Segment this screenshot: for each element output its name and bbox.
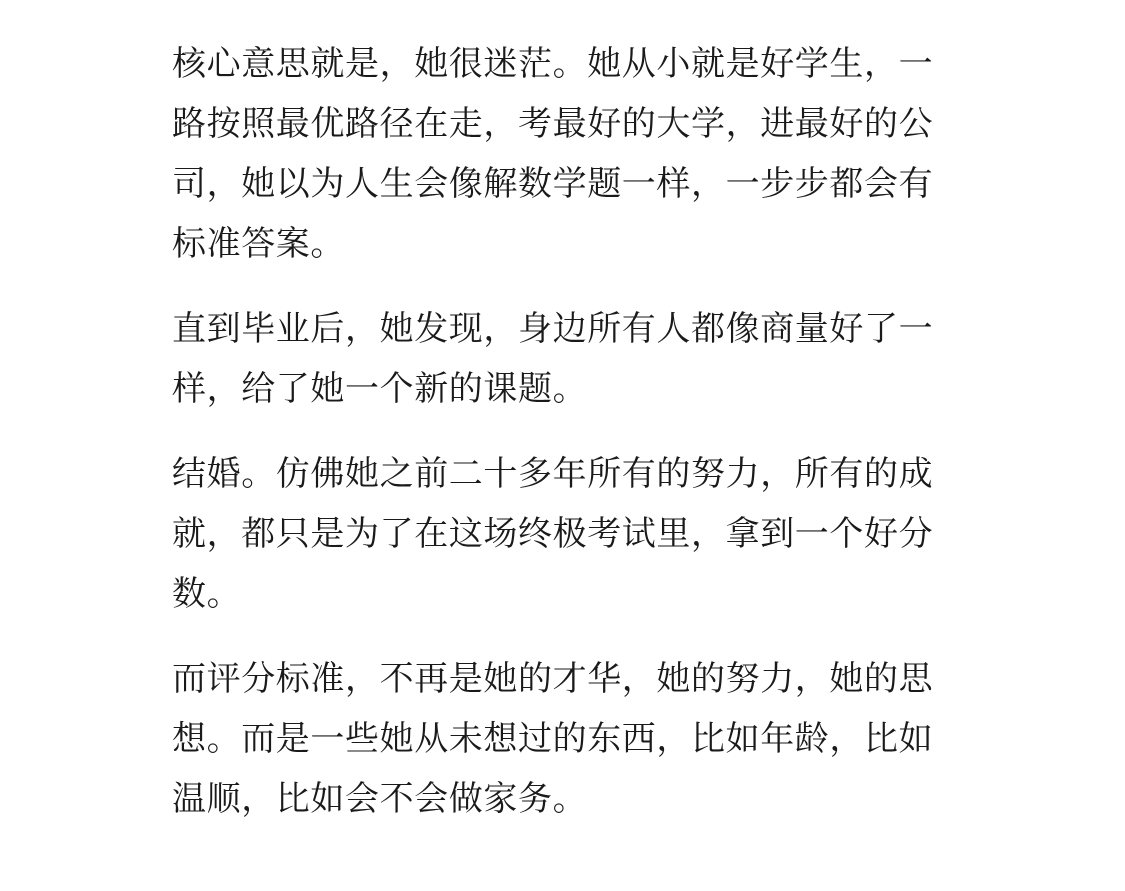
paragraph-1: 核心意思就是，她很迷茫。她从小就是好学生，一路按照最优路径在走，考最好的大学，进最好的公司，她以为人生会像解数学题一样，一步步都会有标准答案。 [172, 44, 934, 264]
paragraph-3: 结婚。仿佛她之前二十多年所有的努力，所有的成就，都只是为了在这场终极考试里，拿到一个好分数。 [172, 454, 934, 614]
paragraph-2: 直到毕业后，她发现，身边所有人都像商量好了一样，给了她一个新的课题。 [172, 309, 934, 409]
paragraph-4: 而评分标准，不再是她的才华，她的努力，她的思想。而是一些她从未想过的东西，比如年龄，比如温顺，比如会不会做家务。 [172, 659, 934, 819]
article-body [172, 34, 952, 854]
